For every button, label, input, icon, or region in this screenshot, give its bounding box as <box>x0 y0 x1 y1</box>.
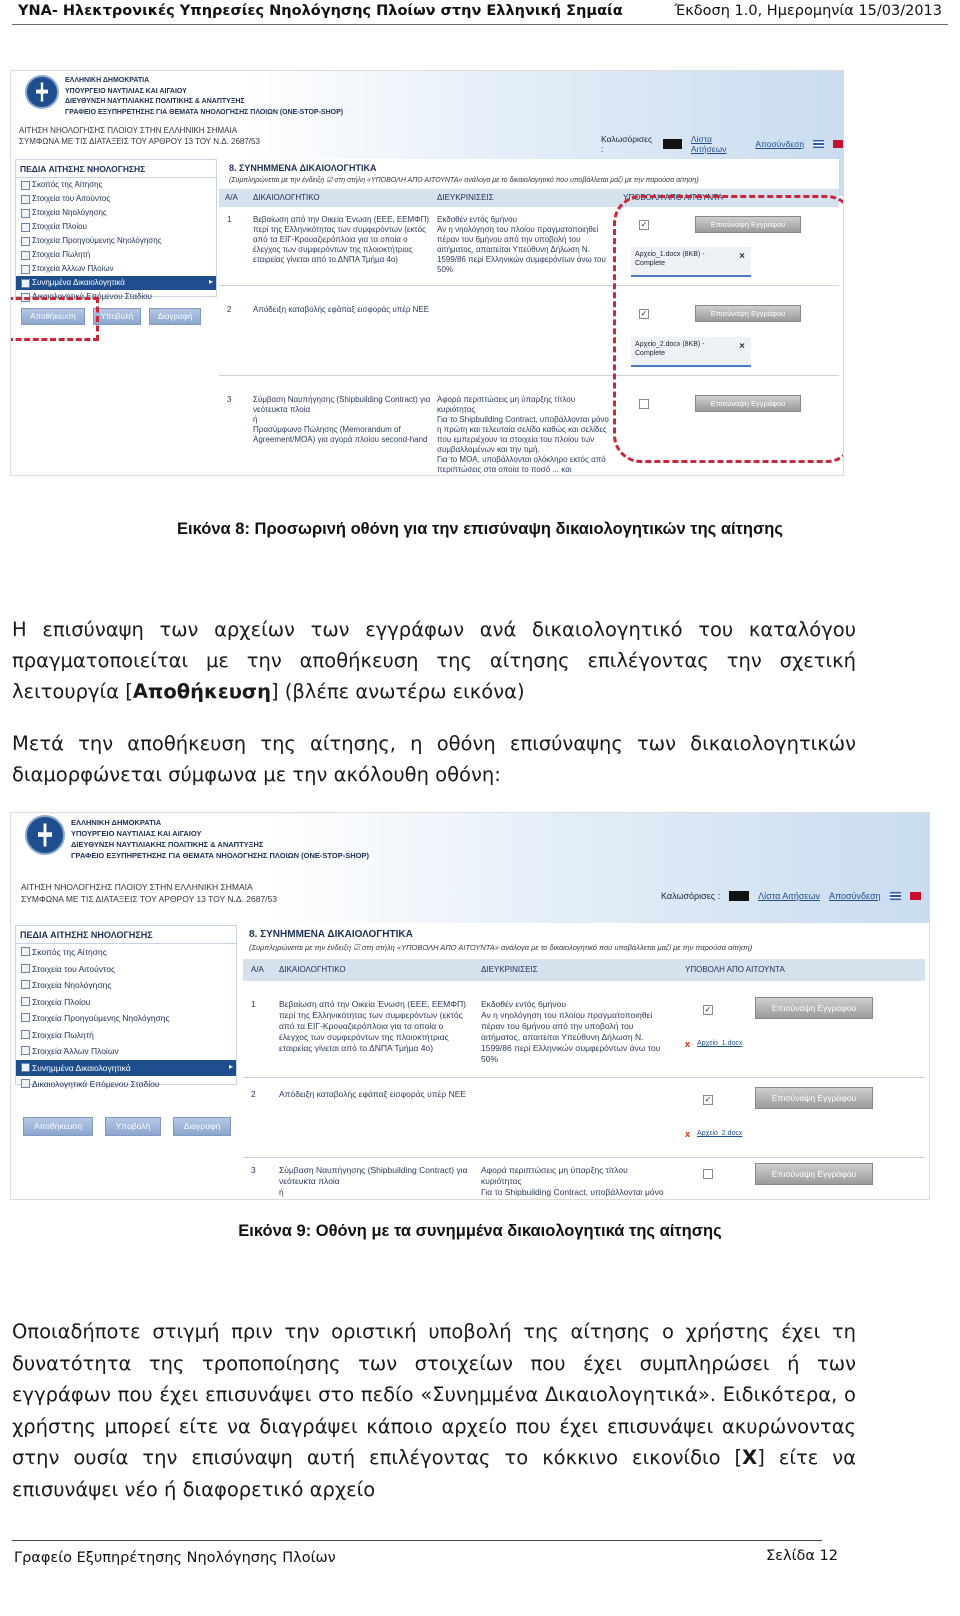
sidebar-item[interactable]: Στοιχεία Νηολόγησης <box>16 977 236 994</box>
row-checkbox[interactable] <box>703 1169 713 1179</box>
footer-page-number: Σελίδα 12 <box>766 1548 838 1564</box>
application-subtitle <box>21 881 277 905</box>
application-subtitle <box>19 125 260 147</box>
row-number: 1 <box>251 999 256 1009</box>
attach-document-button[interactable]: Επισύναψη Εγγράφου <box>695 216 801 233</box>
sidebar-item[interactable]: Στοιχεία Νηολόγησης <box>16 206 216 220</box>
section-note: (Συμπληρώνεται με την ένδειξη ☑ στη στήλη «ΥΠΟΒΟΛΗ ΑΠΟ ΑΙΤΟΥΝΤΑ» ανάλογα με το δικαιολογητικό που υποβάλλεται μαζί με την παρούσα αίτηση) <box>229 177 699 184</box>
attach-document-button[interactable]: Επισύναψη Εγγράφου <box>755 1163 873 1185</box>
user-bar <box>661 891 921 901</box>
sidebar-item[interactable]: Δικαιολογητικά Επόμενου Σταδίου <box>16 290 216 304</box>
submit-button[interactable]: Υποβολή <box>105 1117 161 1136</box>
file-status: Αρχείο_2.docx (8KB) - Complete <box>635 341 705 357</box>
welcome-label: Καλωσόρισες : <box>601 134 653 154</box>
org-block <box>71 817 369 861</box>
table-header <box>243 959 925 981</box>
paragraph-3-end: ] είτε να επισυνάψει νέο ή διαφορετικό αρχείο <box>12 1446 857 1501</box>
row-checkbox[interactable]: ✓ <box>704 1005 712 1014</box>
remove-file-icon[interactable]: × <box>739 341 745 352</box>
attached-file-link[interactable]: Αρχείο_2.docx <box>697 1130 743 1137</box>
sidebar-fields <box>15 159 217 301</box>
row-number: 2 <box>251 1089 256 1099</box>
row-divider <box>243 1077 925 1078</box>
org-line: ΓΡΑΦΕΙΟ ΕΞΥΠΗΡΕΤΗΣΗΣ ΓΙΑ ΘΕΜΑΤΑ ΝΗΟΛΟΓΗΣΗΣ ΠΛΟΙΩΝ (ONE-STOP-SHOP) <box>65 108 344 116</box>
greek-emblem-icon <box>25 815 65 855</box>
subtitle-line: ΣΥΜΦΩΝΑ ΜΕ ΤΙΣ ΔΙΑΤΑΞΕΙΣ ΤΟΥ ΑΡΘΡΟΥ 13 ΤΟΥ Ν.Δ. 2687/53 <box>21 894 277 904</box>
col-document: ΔΙΚΑΙΟΛΟΓΗΤΙΚΟ <box>253 193 320 202</box>
row-document: Απόδειξη καταβολής εφάπαξ εισφοράς υπέρ ΝΕΕ <box>253 305 430 314</box>
paragraph-3-text: Οποιαδήποτε στιγμή πριν την οριστική υποβολή της αίτησης ο χρήστης έχει τη δυνατότητα της τροποποίησης των στοιχείων που έχει συμπληρώσει ή των εγγράφων που έχει επισυνάψει στο πεδίο «Συνημμένα Δικαιολογητικά». Ειδικότερα, ο χρήστης μπορεί είτε να διαγράψει κάποιο αρχείο που έχει επισυνάψει ακυρώνοντας στην ουσία την επισύναψη αυτή επιλέγοντας το κόκκινο εικονίδιο [ <box>12 1320 856 1469</box>
org-line: ΥΠΟΥΡΓΕΙΟ ΝΑΥΤΙΛΙΑΣ ΚΑΙ ΑΙΓΑΙΟΥ <box>65 87 187 95</box>
paragraph-2-text: Μετά την αποθήκευση της αίτησης, η οθόνη επισύναψης των δικαιολογητικών διαμορφώνεται σύμφωνα με την ακόλουθη οθόνη: <box>12 732 856 786</box>
greek-emblem-icon <box>25 75 59 109</box>
username-redacted <box>729 891 749 901</box>
attach-document-button[interactable]: Επισύναψη Εγγράφου <box>695 305 801 322</box>
sidebar-item[interactable]: Στοιχεία Άλλων Πλοίων <box>16 262 216 276</box>
row-document: Βεβαίωση από την Οικεία Ένωση (ΕΕΕ, ΕΕΜΦΠ) περί της Ελληνικότητας των συμφερόντων (εκτός από τα ΕΙΓ-Κρουαζιερόπλοια για τα οποία ο έλεγχος των συμφερόντων της πλοιοκτήτριας εταιρείας γίνεται από το ΔΝΠΑ Τμήμα 4ο) <box>279 999 467 1053</box>
sidebar-title: ΠΕΔΙΑ ΑΙΤΗΣΗΣ ΝΗΟΛΟΓΗΣΗΣ <box>16 926 236 944</box>
section-title: 8. ΣΥΝΗΜΜΕΝΑ ΔΙΚΑΙΟΛΟΓΗΤΙΚΑ <box>229 163 377 173</box>
sidebar-title: ΠΕΔΙΑ ΑΙΤΗΣΗΣ ΝΗΟΛΟΓΗΣΗΣ <box>16 160 216 178</box>
row-divider <box>243 1157 925 1158</box>
row-checkbox[interactable]: ✓ <box>640 220 648 229</box>
org-line: ΔΙΕΥΘΥΝΣΗ ΝΑΥΤΙΛΙΑΚΗΣ ΠΟΛΙΤΙΚΗΣ & ΑΝΑΠΤΥΞΗΣ <box>65 98 245 105</box>
attach-document-button[interactable]: Επισύναψη Εγγράφου <box>755 1087 873 1109</box>
attached-file-link[interactable]: Αρχείο_1.docx <box>697 1040 743 1047</box>
file-status: Αρχείο_1.docx (8KB) - Complete <box>635 251 705 267</box>
sidebar-item[interactable]: Στοιχεία Προηγούμενης Νηολόγησης <box>16 234 216 248</box>
uk-flag-icon[interactable] <box>910 892 921 900</box>
header-divider <box>12 24 948 25</box>
subtitle-line: ΣΥΜΦΩΝΑ ΜΕ ΤΙΣ ΔΙΑΤΑΞΕΙΣ ΤΟΥ ΑΡΘΡΟΥ 13 ΤΟΥ Ν.Δ. 2687/53 <box>19 137 260 146</box>
row-document: Απόδειξη καταβολής εφάπαξ εισφοράς υπέρ ΝΕΕ <box>279 1089 467 1099</box>
row-number: 2 <box>227 305 232 314</box>
attachments-panel <box>219 159 839 475</box>
org-line: ΓΡΑΦΕΙΟ ΕΞΥΠΗΡΕΤΗΣΗΣ ΓΙΑ ΘΕΜΑΤΑ ΝΗΟΛΟΓΗΣΗΣ ΠΛΟΙΩΝ (ONE-STOP-SHOP) <box>71 851 369 860</box>
sidebar-item[interactable]: Στοιχεία Προηγούμενης Νηολόγησης <box>16 1010 236 1027</box>
figure-8-caption: Εικόνα 8: Προσωρινή οθόνη για την επισύναψη δικαιολογητικών της αίτησης <box>177 520 783 538</box>
section-note: (Συμπληρώνεται με την ένδειξη ☑ στη στήλη «ΥΠΟΒΟΛΗ ΑΠΟ ΑΙΤΟΥΝΤΑ» ανάλογα με το δικαιολογητικό που υποβάλλεται μαζί με την παρούσα αίτηση) <box>249 943 753 952</box>
sidebar-item[interactable]: Στοιχεία Πωλητή <box>16 248 216 262</box>
uk-flag-icon[interactable] <box>833 140 843 148</box>
paragraph-2 <box>12 728 856 790</box>
row-document: Σύμβαση Ναυπήγησης (Shipbuilding Contract) για νεότευκτα πλοία ή Πρασύμφωνο Πώλησης (Memorandum of Agreement/MOA) για αγορά πλοίου second-hand <box>253 395 431 444</box>
col-aa: Α/Α <box>225 193 238 202</box>
footer-office: Γραφείο Εξυπηρέτησης Νηολόγησης Πλοίων <box>14 1550 336 1566</box>
row-document: Σύμβαση Ναυπήγησης (Shipbuilding Contract) για νεότευκτα πλοία ή <box>279 1165 468 1197</box>
sidebar-item-selected[interactable]: Συνημμένα Δικαιολογητικά ▸ <box>16 1060 236 1077</box>
action-buttons <box>23 1117 231 1136</box>
sidebar-item[interactable]: Σκοπός της Αίτησης <box>16 178 216 192</box>
org-line: ΕΛΛΗΝΙΚΗ ΔΗΜΟΚΡΑΤΙΑ <box>65 77 150 84</box>
row-notes: Εκδοθέν εντός 6μήνου Αν η νηολόγηση του πλοίου πραγματοποιηθεί πέραν του 6μήνου από την υποβολή του αιτήματος, απαιτείται Υπεύθυνη Δήλωση Ν. 1599/86 περί Ελληνικών συμφερόντων άνω του 50% <box>481 999 661 1064</box>
sidebar-item[interactable]: Στοιχεία Πλοίου <box>16 220 216 234</box>
welcome-label: Καλωσόρισες : <box>661 891 721 901</box>
row-number: 3 <box>251 1165 256 1175</box>
application-list-link[interactable]: Λίστα Αιτήσεων <box>690 134 727 154</box>
row-checkbox[interactable]: ✓ <box>640 309 648 318</box>
save-button[interactable]: Αποθήκευση <box>23 1117 93 1136</box>
attachments-highlight-dash <box>613 195 844 463</box>
sidebar-item-selected[interactable]: Συνημμένα Δικαιολογητικά ▸ <box>16 276 216 290</box>
document-title: ΥΝΑ- Ηλεκτρονικές Υπηρεσίες Νηολόγησης Πλοίων στην Ελληνική Σημαία <box>18 3 623 19</box>
username-redacted <box>663 139 682 149</box>
figure-9-screenshot <box>10 812 930 1200</box>
paragraph-3 <box>12 1316 856 1505</box>
col-notes: ΔΙΕΥΚΡΙΝΙΣΕΙΣ <box>481 965 538 974</box>
greek-flag-icon[interactable] <box>890 892 901 900</box>
attachments-panel <box>243 925 925 1199</box>
user-bar <box>601 134 843 154</box>
row-number: 3 <box>227 395 232 404</box>
row-number: 1 <box>227 215 232 224</box>
figure-9-caption: Εικόνα 9: Οθόνη με τα συνημμένα δικαιολογητικά της αίτησης <box>238 1222 722 1240</box>
org-line: ΕΛΛΗΝΙΚΗ ΔΗΜΟΚΡΑΤΙΑ <box>71 818 162 827</box>
attach-document-button[interactable]: Επισύναψη Εγγράφου <box>755 997 873 1019</box>
footer-divider <box>12 1540 822 1541</box>
logout-link[interactable]: Αποσύνδεση <box>755 139 805 149</box>
paragraph-1-end: ] (βλέπε ανωτέρω εικόνα) <box>270 680 525 703</box>
delete-file-icon[interactable]: x <box>685 1129 691 1139</box>
org-line: ΥΠΟΥΡΓΕΙΟ ΝΑΥΤΙΛΙΑΣ ΚΑΙ ΑΙΓΑΙΟΥ <box>71 829 202 838</box>
delete-button[interactable]: Διαγραφή <box>173 1117 231 1136</box>
page-header <box>18 0 942 22</box>
col-submission: ΥΠΟΒΟΛΗ ΑΠΟ ΑΙΤΟΥΝΤΑ <box>623 193 723 202</box>
org-line: ΔΙΕΥΘΥΝΣΗ ΝΑΥΤΙΛΙΑΚΗΣ ΠΟΛΙΤΙΚΗΣ & ΑΝΑΠΤΥΞΗΣ <box>71 840 264 849</box>
sidebar-item[interactable]: Στοιχεία Πωλητή <box>16 1027 236 1044</box>
paragraph-3-bold: X <box>742 1446 758 1469</box>
save-button[interactable]: Αποθήκευση <box>21 308 85 325</box>
col-notes: ΔΙΕΥΚΡΙΝΙΣΕΙΣ <box>437 193 494 202</box>
document-version: Έκδοση 1.0, Ημερομηνία 15/03/2013 <box>674 3 942 19</box>
col-aa: Α/Α <box>251 965 264 974</box>
sidebar-item[interactable]: Στοιχεία του Αιτούντος <box>16 192 216 206</box>
org-block <box>65 76 343 118</box>
row-document: Βεβαίωση από την Οικεία Ένωση (ΕΕΕ, ΕΕΜΦΠ) περί της Ελληνικότητας των συμφερόντων (εκτός από τα ΕΙΓ-Κρουαζιερόπλοια για τα οποία ο έλεγχος των συμφερόντων της πλοιοκτήτριας εταιρείας γίνεται από το ΔΝΠΑ Τμήμα 4ο) <box>253 215 430 264</box>
logout-link[interactable]: Αποσύνδεση <box>828 891 881 901</box>
paragraph-1-bold: Αποθήκευση <box>132 680 271 703</box>
delete-button[interactable]: Διαγραφή <box>149 308 201 325</box>
row-notes: Αφορά περιπτώσεις μη ύπαρξης τίτλου κυριότητας Για το Shipbuilding Contract, υποβάλλονται μόνο <box>481 1165 664 1197</box>
sidebar-item[interactable]: Στοιχεία Άλλων Πλοίων <box>16 1043 236 1060</box>
application-list-link[interactable]: Λίστα Αιτήσεων <box>758 891 820 901</box>
save-highlight-dash <box>10 297 99 341</box>
section-title: 8. ΣΥΝΗΜΜΕΝΑ ΔΙΚΑΙΟΛΟΓΗΤΙΚΑ <box>249 929 413 940</box>
row-notes: Αφορά περιπτώσεις μη ύπαρξης τίτλου κυριότητας Για το Shipbuilding Contract, υποβάλλονται μόνο η πρώτη και τελευταία σελίδα καθώς και σελίδες που εμπεριέχουν τα στοιχεία του πλοίου των συμβαλλομένων και την τιμή. Για το MOA, υποβάλλονται ολόκληρο εκτός από περιπτώσεις στα οποία το ποσό ... και <box>437 395 609 474</box>
paragraph-1-text: Η επισύναψη των αρχείων των εγγράφων ανά δικαιολογητικό του καταλόγου πραγματοποιείται με την αποθήκευση της αίτησης επιλέγοντας την σχετική λειτουργία [ <box>12 618 856 703</box>
subtitle-line: ΑΙΤΗΣΗ ΝΗΟΛΟΓΗΣΗΣ ΠΛΟΙΟΥ ΣΤΗΝ ΕΛΛΗΝΙΚΗ ΣΗΜΑΙΑ <box>19 126 238 135</box>
subtitle-line: ΑΙΤΗΣΗ ΝΗΟΛΟΓΗΣΗΣ ΠΛΟΙΟΥ ΣΤΗΝ ΕΛΛΗΝΙΚΗ ΣΗΜΑΙΑ <box>21 882 253 892</box>
remove-file-icon[interactable]: × <box>739 251 745 262</box>
submit-button[interactable]: Υποβολή <box>93 308 141 325</box>
row-checkbox[interactable]: ✓ <box>704 1095 712 1104</box>
sidebar-item[interactable]: Δικαιολογητικά Επόμενου Σταδίου <box>16 1076 236 1093</box>
paragraph-1 <box>12 614 856 707</box>
sidebar-item[interactable]: Στοιχεία του Αιτούντος <box>16 961 236 978</box>
sidebar-item[interactable]: Στοιχεία Πλοίου <box>16 994 236 1011</box>
figure-8-screenshot <box>10 70 844 476</box>
col-document: ΔΙΚΑΙΟΛΟΓΗΤΙΚΟ <box>279 965 346 974</box>
delete-file-icon[interactable]: x <box>685 1039 691 1049</box>
col-submission: ΥΠΟΒΟΛΗ ΑΠΟ ΑΙΤΟΥΝΤΑ <box>685 965 785 974</box>
sidebar-item[interactable]: Σκοπός της Αίτησης <box>16 944 236 961</box>
attach-document-button[interactable]: Επισύναψη Εγγράφου <box>695 395 801 412</box>
sidebar-fields <box>15 925 237 1089</box>
greek-flag-icon[interactable] <box>813 140 823 148</box>
row-notes: Εκδοθέν εντός 6μήνου Αν η νηολόγηση του πλοίου πραγματοποιηθεί πέραν του 6μήνου από την υποβολή του αιτήματος, απαιτείται Υπεύθυνη Δήλωση Ν. 1599/86 περί Ελληνικών συμφερόντων άνω του 50% <box>437 215 606 274</box>
